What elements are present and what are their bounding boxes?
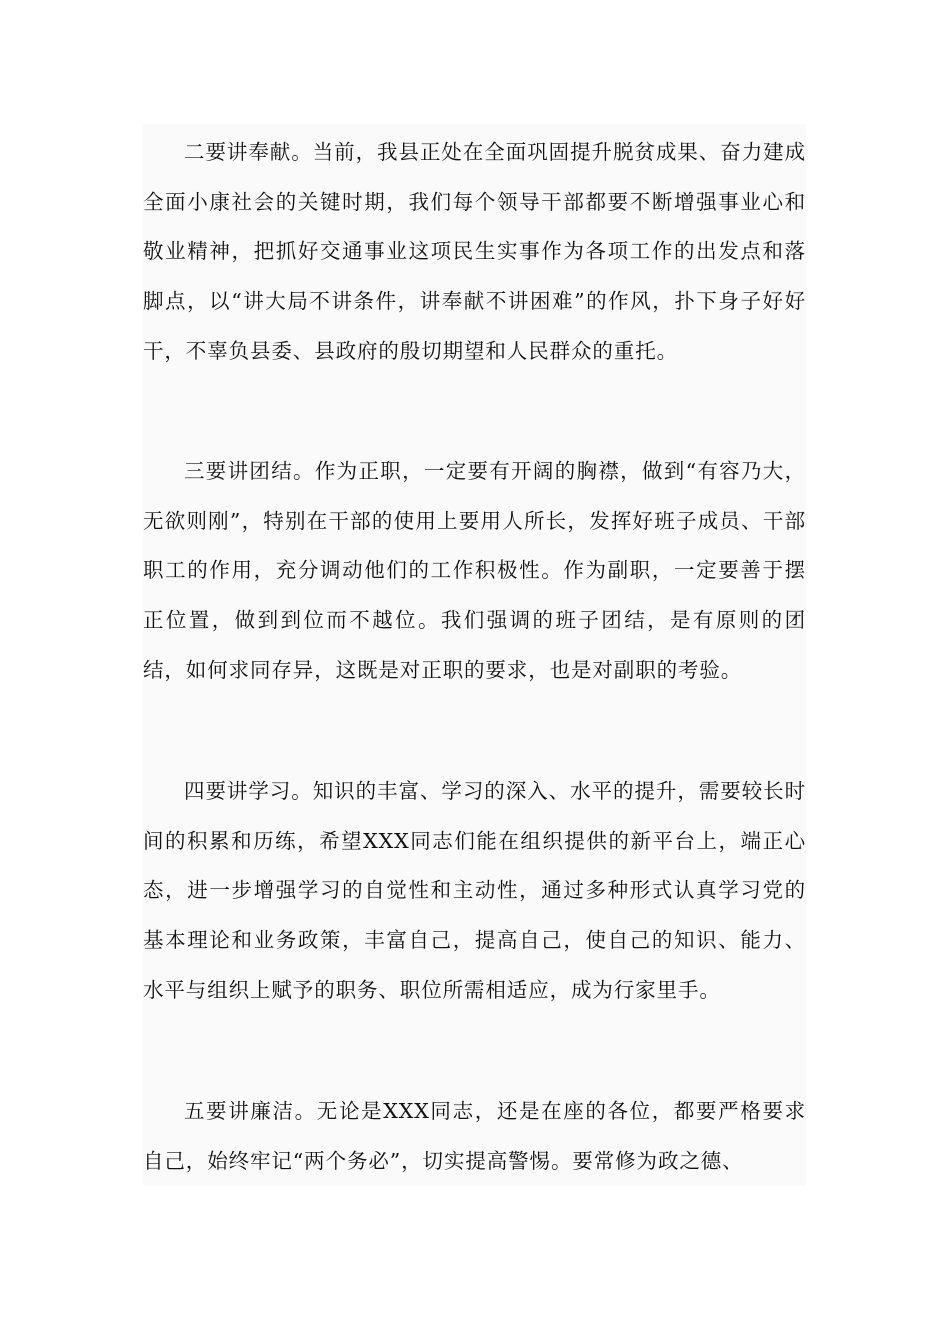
paragraph-integrity: 五要讲廉洁。无论是XXX同志，还是在座的各位，都要严格要求自己，始终牢记“两个务必”，切实提高警惕。要常修为政之德、 [143, 1099, 806, 1173]
paragraph-learning: 四要讲学习。知识的丰富、学习的深入、水平的提升，需要较长时间的积累和历练，希望XXX同志们能在组织提供的新平台上，端正心态，进一步增强学习的自觉性和主动性，通过多种形式认真学习党的基本理论和业务政策，丰富自己，提高自己，使自己的知识、能力、水平与组织上赋予的职务、职位所需相适应，成为行家里手。 [143, 779, 806, 1002]
paragraph-unity: 三要讲团结。作为正职，一定要有开阔的胸襟，做到“有容乃大，无欲则刚”，特别在干部的使用上要用人所长，发挥好班子成员、干部职工的作用，充分调动他们的工作积极性。作为副职，一定要善于摆正位置，做到到位而不越位。我们强调的班子团结，是有原则的团结，如何求同存异，这既是对正职的要求，也是对副职的考验。 [143, 459, 806, 682]
paragraph-dedication: 二要讲奉献。当前，我县正处在全面巩固提升脱贫成果、奋力建成全面小康社会的关键时期，我们每个领导干部都要不断增强事业心和敬业精神，把抓好交通事业这项民生实事作为各项工作的出发点和落脚点，以“讲大局不讲条件，讲奉献不讲困难”的作风，扑下身子好好干，不辜负县委、县政府的殷切期望和人民群众的重托。 [143, 140, 806, 363]
document-body [143, 124, 806, 1186]
